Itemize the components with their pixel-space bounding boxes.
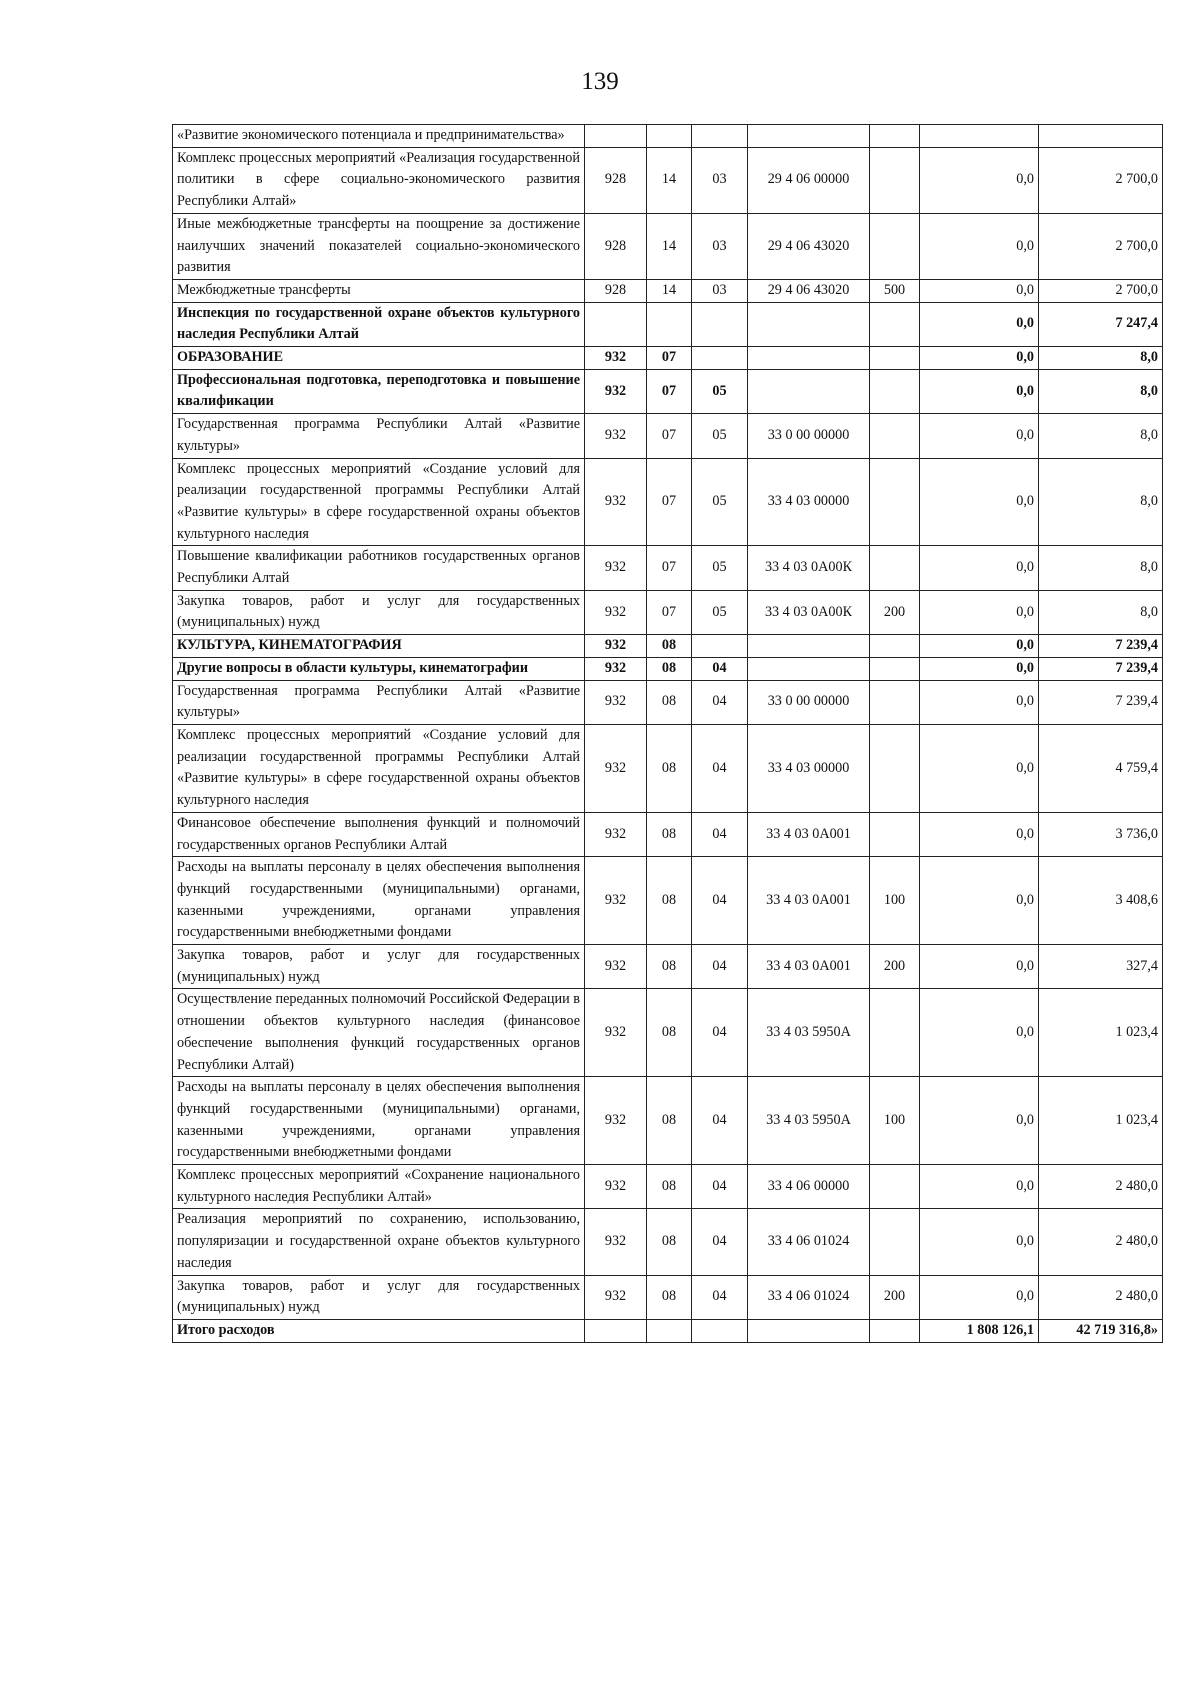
row-target-article-code: 29 4 06 43020 bbox=[748, 279, 870, 302]
row-grbs-code: 932 bbox=[585, 1077, 647, 1165]
row-grbs-code: 932 bbox=[585, 590, 647, 634]
table-row bbox=[173, 414, 1163, 458]
row-name: «Развитие экономического потенциала и предпринимательства» bbox=[173, 125, 585, 148]
row-name: Инспекция по государственной охране объектов культурного наследия Республики Алтай bbox=[173, 302, 585, 346]
row-amount-2: 2 700,0 bbox=[1039, 147, 1163, 213]
row-subsection-code: 04 bbox=[692, 680, 748, 724]
row-amount-2: 42 719 316,8» bbox=[1039, 1319, 1163, 1342]
row-subsection-code: 03 bbox=[692, 279, 748, 302]
row-expense-type-code: 200 bbox=[870, 945, 920, 989]
table-row bbox=[173, 657, 1163, 680]
row-amount-2: 2 700,0 bbox=[1039, 213, 1163, 279]
table-row bbox=[173, 369, 1163, 413]
row-amount-2: 8,0 bbox=[1039, 369, 1163, 413]
table-row bbox=[173, 1165, 1163, 1209]
row-amount-1: 0,0 bbox=[920, 635, 1039, 658]
row-section-code: 07 bbox=[647, 590, 692, 634]
row-grbs-code: 932 bbox=[585, 724, 647, 812]
row-amount-2: 2 480,0 bbox=[1039, 1209, 1163, 1275]
table-row bbox=[173, 857, 1163, 945]
row-expense-type-code bbox=[870, 125, 920, 148]
row-grbs-code: 932 bbox=[585, 812, 647, 856]
row-subsection-code: 05 bbox=[692, 458, 748, 546]
table-row bbox=[173, 1209, 1163, 1275]
row-amount-2: 327,4 bbox=[1039, 945, 1163, 989]
row-subsection-code: 03 bbox=[692, 147, 748, 213]
row-expense-type-code: 100 bbox=[870, 1077, 920, 1165]
row-section-code: 07 bbox=[647, 347, 692, 370]
table-row bbox=[173, 1319, 1163, 1342]
row-target-article-code: 33 4 06 00000 bbox=[748, 1165, 870, 1209]
row-subsection-code: 04 bbox=[692, 1165, 748, 1209]
row-amount-2: 2 480,0 bbox=[1039, 1165, 1163, 1209]
row-subsection-code: 04 bbox=[692, 657, 748, 680]
row-subsection-code: 05 bbox=[692, 546, 748, 590]
row-target-article-code: 33 4 03 0А00К bbox=[748, 590, 870, 634]
row-expense-type-code: 500 bbox=[870, 279, 920, 302]
row-target-article-code: 33 4 03 5950А bbox=[748, 989, 870, 1077]
page-number: 139 bbox=[581, 68, 619, 95]
row-grbs-code: 928 bbox=[585, 147, 647, 213]
row-section-code: 08 bbox=[647, 635, 692, 658]
row-name: Итого расходов bbox=[173, 1319, 585, 1342]
row-section-code: 07 bbox=[647, 546, 692, 590]
row-section-code bbox=[647, 125, 692, 148]
row-expense-type-code bbox=[870, 1209, 920, 1275]
table-row bbox=[173, 147, 1163, 213]
row-subsection-code bbox=[692, 125, 748, 148]
row-subsection-code bbox=[692, 302, 748, 346]
row-name: Комплекс процессных мероприятий «Сохранение национального культурного наследия Республики Алтай» bbox=[173, 1165, 585, 1209]
row-expense-type-code bbox=[870, 414, 920, 458]
row-amount-1: 0,0 bbox=[920, 812, 1039, 856]
row-amount-2: 8,0 bbox=[1039, 414, 1163, 458]
row-target-article-code bbox=[748, 657, 870, 680]
row-amount-1: 0,0 bbox=[920, 369, 1039, 413]
table-row bbox=[173, 279, 1163, 302]
row-subsection-code bbox=[692, 347, 748, 370]
row-subsection-code: 04 bbox=[692, 857, 748, 945]
row-amount-1: 0,0 bbox=[920, 302, 1039, 346]
row-amount-2: 8,0 bbox=[1039, 590, 1163, 634]
row-name: Межбюджетные трансферты bbox=[173, 279, 585, 302]
row-expense-type-code bbox=[870, 302, 920, 346]
row-section-code: 08 bbox=[647, 989, 692, 1077]
row-name: КУЛЬТУРА, КИНЕМАТОГРАФИЯ bbox=[173, 635, 585, 658]
row-amount-2: 7 239,4 bbox=[1039, 635, 1163, 658]
row-name: Другие вопросы в области культуры, кинематографии bbox=[173, 657, 585, 680]
row-name: Государственная программа Республики Алтай «Развитие культуры» bbox=[173, 680, 585, 724]
row-name: Финансовое обеспечение выполнения функций и полномочий государственных органов Республики Алтай bbox=[173, 812, 585, 856]
row-amount-2: 3 736,0 bbox=[1039, 812, 1163, 856]
row-target-article-code: 33 0 00 00000 bbox=[748, 680, 870, 724]
row-amount-1: 0,0 bbox=[920, 147, 1039, 213]
row-grbs-code: 932 bbox=[585, 1209, 647, 1275]
row-subsection-code: 04 bbox=[692, 724, 748, 812]
row-section-code: 08 bbox=[647, 1209, 692, 1275]
row-name: Повышение квалификации работников государственных органов Республики Алтай bbox=[173, 546, 585, 590]
row-target-article-code: 33 4 06 01024 bbox=[748, 1275, 870, 1319]
row-expense-type-code bbox=[870, 369, 920, 413]
row-amount-1: 0,0 bbox=[920, 1165, 1039, 1209]
row-expense-type-code bbox=[870, 546, 920, 590]
row-section-code: 14 bbox=[647, 279, 692, 302]
table-row bbox=[173, 1275, 1163, 1319]
row-target-article-code bbox=[748, 1319, 870, 1342]
row-amount-2: 1 023,4 bbox=[1039, 989, 1163, 1077]
row-subsection-code: 04 bbox=[692, 812, 748, 856]
row-section-code: 08 bbox=[647, 857, 692, 945]
row-subsection-code: 03 bbox=[692, 213, 748, 279]
row-amount-1: 0,0 bbox=[920, 1077, 1039, 1165]
row-amount-1: 0,0 bbox=[920, 1209, 1039, 1275]
row-target-article-code: 33 4 03 0А00К bbox=[748, 546, 870, 590]
row-target-article-code: 33 4 06 01024 bbox=[748, 1209, 870, 1275]
row-expense-type-code bbox=[870, 213, 920, 279]
row-grbs-code: 932 bbox=[585, 989, 647, 1077]
row-name: Закупка товаров, работ и услуг для государственных (муниципальных) нужд bbox=[173, 1275, 585, 1319]
row-grbs-code bbox=[585, 125, 647, 148]
row-grbs-code: 932 bbox=[585, 635, 647, 658]
row-target-article-code bbox=[748, 347, 870, 370]
table-row bbox=[173, 125, 1163, 148]
row-name: Осуществление переданных полномочий Российской Федерации в отношении объектов культурного наследия (финансовое обеспечение выполнения функций государственных органов Республики Алтай) bbox=[173, 989, 585, 1077]
table-row bbox=[173, 724, 1163, 812]
table-row bbox=[173, 812, 1163, 856]
row-grbs-code: 932 bbox=[585, 458, 647, 546]
table-row bbox=[173, 945, 1163, 989]
row-amount-2: 4 759,4 bbox=[1039, 724, 1163, 812]
row-subsection-code: 05 bbox=[692, 414, 748, 458]
row-expense-type-code bbox=[870, 1165, 920, 1209]
table-row bbox=[173, 213, 1163, 279]
row-amount-2: 1 023,4 bbox=[1039, 1077, 1163, 1165]
row-grbs-code: 932 bbox=[585, 369, 647, 413]
row-grbs-code: 928 bbox=[585, 213, 647, 279]
row-subsection-code bbox=[692, 1319, 748, 1342]
table-row bbox=[173, 989, 1163, 1077]
row-subsection-code bbox=[692, 635, 748, 658]
table-row bbox=[173, 458, 1163, 546]
row-subsection-code: 04 bbox=[692, 945, 748, 989]
row-name: Расходы на выплаты персоналу в целях обеспечения выполнения функций государственными (муниципальными) органами, казенными учреждениями, органами управления государственными внебюджетными фондами bbox=[173, 1077, 585, 1165]
row-target-article-code: 33 4 03 5950А bbox=[748, 1077, 870, 1165]
row-amount-1: 0,0 bbox=[920, 657, 1039, 680]
row-name: Закупка товаров, работ и услуг для государственных (муниципальных) нужд bbox=[173, 590, 585, 634]
row-amount-2: 7 239,4 bbox=[1039, 680, 1163, 724]
row-amount-2: 8,0 bbox=[1039, 458, 1163, 546]
row-amount-1: 0,0 bbox=[920, 279, 1039, 302]
row-section-code: 08 bbox=[647, 724, 692, 812]
row-name: Профессиональная подготовка, переподготовка и повышение квалификации bbox=[173, 369, 585, 413]
row-target-article-code: 33 4 03 00000 bbox=[748, 724, 870, 812]
row-target-article-code: 29 4 06 43020 bbox=[748, 213, 870, 279]
row-subsection-code: 04 bbox=[692, 1077, 748, 1165]
row-target-article-code bbox=[748, 369, 870, 413]
row-amount-1: 0,0 bbox=[920, 590, 1039, 634]
row-grbs-code bbox=[585, 1319, 647, 1342]
row-target-article-code: 33 4 03 0А001 bbox=[748, 945, 870, 989]
row-amount-1: 0,0 bbox=[920, 414, 1039, 458]
row-name: Комплекс процессных мероприятий «Реализация государственной политики в сфере социально-экономического развития Республики Алтай» bbox=[173, 147, 585, 213]
row-amount-2: 2 480,0 bbox=[1039, 1275, 1163, 1319]
row-expense-type-code bbox=[870, 812, 920, 856]
row-name: Комплекс процессных мероприятий «Создание условий для реализации государственной программы Республики Алтай «Развитие культуры» в сфере государственной охраны объектов культурного наследия bbox=[173, 458, 585, 546]
row-grbs-code: 932 bbox=[585, 857, 647, 945]
row-section-code: 14 bbox=[647, 213, 692, 279]
row-expense-type-code: 200 bbox=[870, 1275, 920, 1319]
table-row bbox=[173, 302, 1163, 346]
row-expense-type-code bbox=[870, 680, 920, 724]
row-expense-type-code bbox=[870, 147, 920, 213]
row-amount-1: 0,0 bbox=[920, 857, 1039, 945]
row-name: Реализация мероприятий по сохранению, использованию, популяризации и государственной охране объектов культурного наследия bbox=[173, 1209, 585, 1275]
budget-table bbox=[172, 124, 1163, 1343]
row-expense-type-code bbox=[870, 724, 920, 812]
row-grbs-code: 932 bbox=[585, 945, 647, 989]
row-name: Иные межбюджетные трансферты на поощрение за достижение наилучших значений показателей социально-экономического развития bbox=[173, 213, 585, 279]
row-target-article-code bbox=[748, 125, 870, 148]
row-amount-1: 0,0 bbox=[920, 458, 1039, 546]
row-section-code: 14 bbox=[647, 147, 692, 213]
row-amount-1: 0,0 bbox=[920, 724, 1039, 812]
row-amount-1 bbox=[920, 125, 1039, 148]
row-amount-1: 0,0 bbox=[920, 989, 1039, 1077]
row-grbs-code: 932 bbox=[585, 680, 647, 724]
row-section-code: 08 bbox=[647, 680, 692, 724]
row-grbs-code: 928 bbox=[585, 279, 647, 302]
row-amount-2: 7 247,4 bbox=[1039, 302, 1163, 346]
row-amount-2: 2 700,0 bbox=[1039, 279, 1163, 302]
row-subsection-code: 04 bbox=[692, 1275, 748, 1319]
row-section-code: 07 bbox=[647, 414, 692, 458]
row-grbs-code: 932 bbox=[585, 347, 647, 370]
row-grbs-code: 932 bbox=[585, 657, 647, 680]
row-subsection-code: 05 bbox=[692, 590, 748, 634]
table-row bbox=[173, 590, 1163, 634]
row-amount-2: 3 408,6 bbox=[1039, 857, 1163, 945]
row-grbs-code: 932 bbox=[585, 546, 647, 590]
row-target-article-code bbox=[748, 635, 870, 658]
row-section-code bbox=[647, 1319, 692, 1342]
row-name: ОБРАЗОВАНИЕ bbox=[173, 347, 585, 370]
row-amount-1: 0,0 bbox=[920, 347, 1039, 370]
row-amount-2: 8,0 bbox=[1039, 546, 1163, 590]
row-section-code: 08 bbox=[647, 812, 692, 856]
row-section-code: 08 bbox=[647, 945, 692, 989]
row-amount-1: 0,0 bbox=[920, 945, 1039, 989]
row-expense-type-code bbox=[870, 458, 920, 546]
table-row bbox=[173, 635, 1163, 658]
row-subsection-code: 04 bbox=[692, 989, 748, 1077]
row-amount-1: 0,0 bbox=[920, 213, 1039, 279]
row-target-article-code: 33 4 03 0А001 bbox=[748, 857, 870, 945]
row-subsection-code: 04 bbox=[692, 1209, 748, 1275]
row-name: Расходы на выплаты персоналу в целях обеспечения выполнения функций государственными (муниципальными) органами, казенными учреждениями, органами управления государственными внебюджетными фондами bbox=[173, 857, 585, 945]
row-section-code: 08 bbox=[647, 1275, 692, 1319]
row-section-code: 08 bbox=[647, 1165, 692, 1209]
row-name: Закупка товаров, работ и услуг для государственных (муниципальных) нужд bbox=[173, 945, 585, 989]
row-target-article-code: 33 0 00 00000 bbox=[748, 414, 870, 458]
row-amount-1: 0,0 bbox=[920, 546, 1039, 590]
row-section-code: 07 bbox=[647, 369, 692, 413]
row-name: Комплекс процессных мероприятий «Создание условий для реализации государственной программы Республики Алтай «Развитие культуры» в сфере государственной охраны объектов культурного наследия bbox=[173, 724, 585, 812]
row-amount-1: 0,0 bbox=[920, 1275, 1039, 1319]
row-section-code bbox=[647, 302, 692, 346]
row-expense-type-code bbox=[870, 989, 920, 1077]
row-expense-type-code bbox=[870, 635, 920, 658]
row-target-article-code: 33 4 03 0А001 bbox=[748, 812, 870, 856]
table-row bbox=[173, 347, 1163, 370]
row-expense-type-code bbox=[870, 347, 920, 370]
row-amount-1: 0,0 bbox=[920, 680, 1039, 724]
row-grbs-code: 932 bbox=[585, 1275, 647, 1319]
row-target-article-code bbox=[748, 302, 870, 346]
row-amount-2 bbox=[1039, 125, 1163, 148]
table-row bbox=[173, 1077, 1163, 1165]
row-expense-type-code bbox=[870, 657, 920, 680]
row-grbs-code: 932 bbox=[585, 1165, 647, 1209]
row-target-article-code: 29 4 06 00000 bbox=[748, 147, 870, 213]
row-target-article-code: 33 4 03 00000 bbox=[748, 458, 870, 546]
table-row bbox=[173, 546, 1163, 590]
row-expense-type-code: 100 bbox=[870, 857, 920, 945]
row-amount-2: 7 239,4 bbox=[1039, 657, 1163, 680]
row-amount-2: 8,0 bbox=[1039, 347, 1163, 370]
row-grbs-code bbox=[585, 302, 647, 346]
row-section-code: 07 bbox=[647, 458, 692, 546]
row-subsection-code: 05 bbox=[692, 369, 748, 413]
row-name: Государственная программа Республики Алтай «Развитие культуры» bbox=[173, 414, 585, 458]
row-grbs-code: 932 bbox=[585, 414, 647, 458]
table-row bbox=[173, 680, 1163, 724]
row-amount-1: 1 808 126,1 bbox=[920, 1319, 1039, 1342]
row-expense-type-code: 200 bbox=[870, 590, 920, 634]
row-section-code: 08 bbox=[647, 1077, 692, 1165]
row-expense-type-code bbox=[870, 1319, 920, 1342]
row-section-code: 08 bbox=[647, 657, 692, 680]
